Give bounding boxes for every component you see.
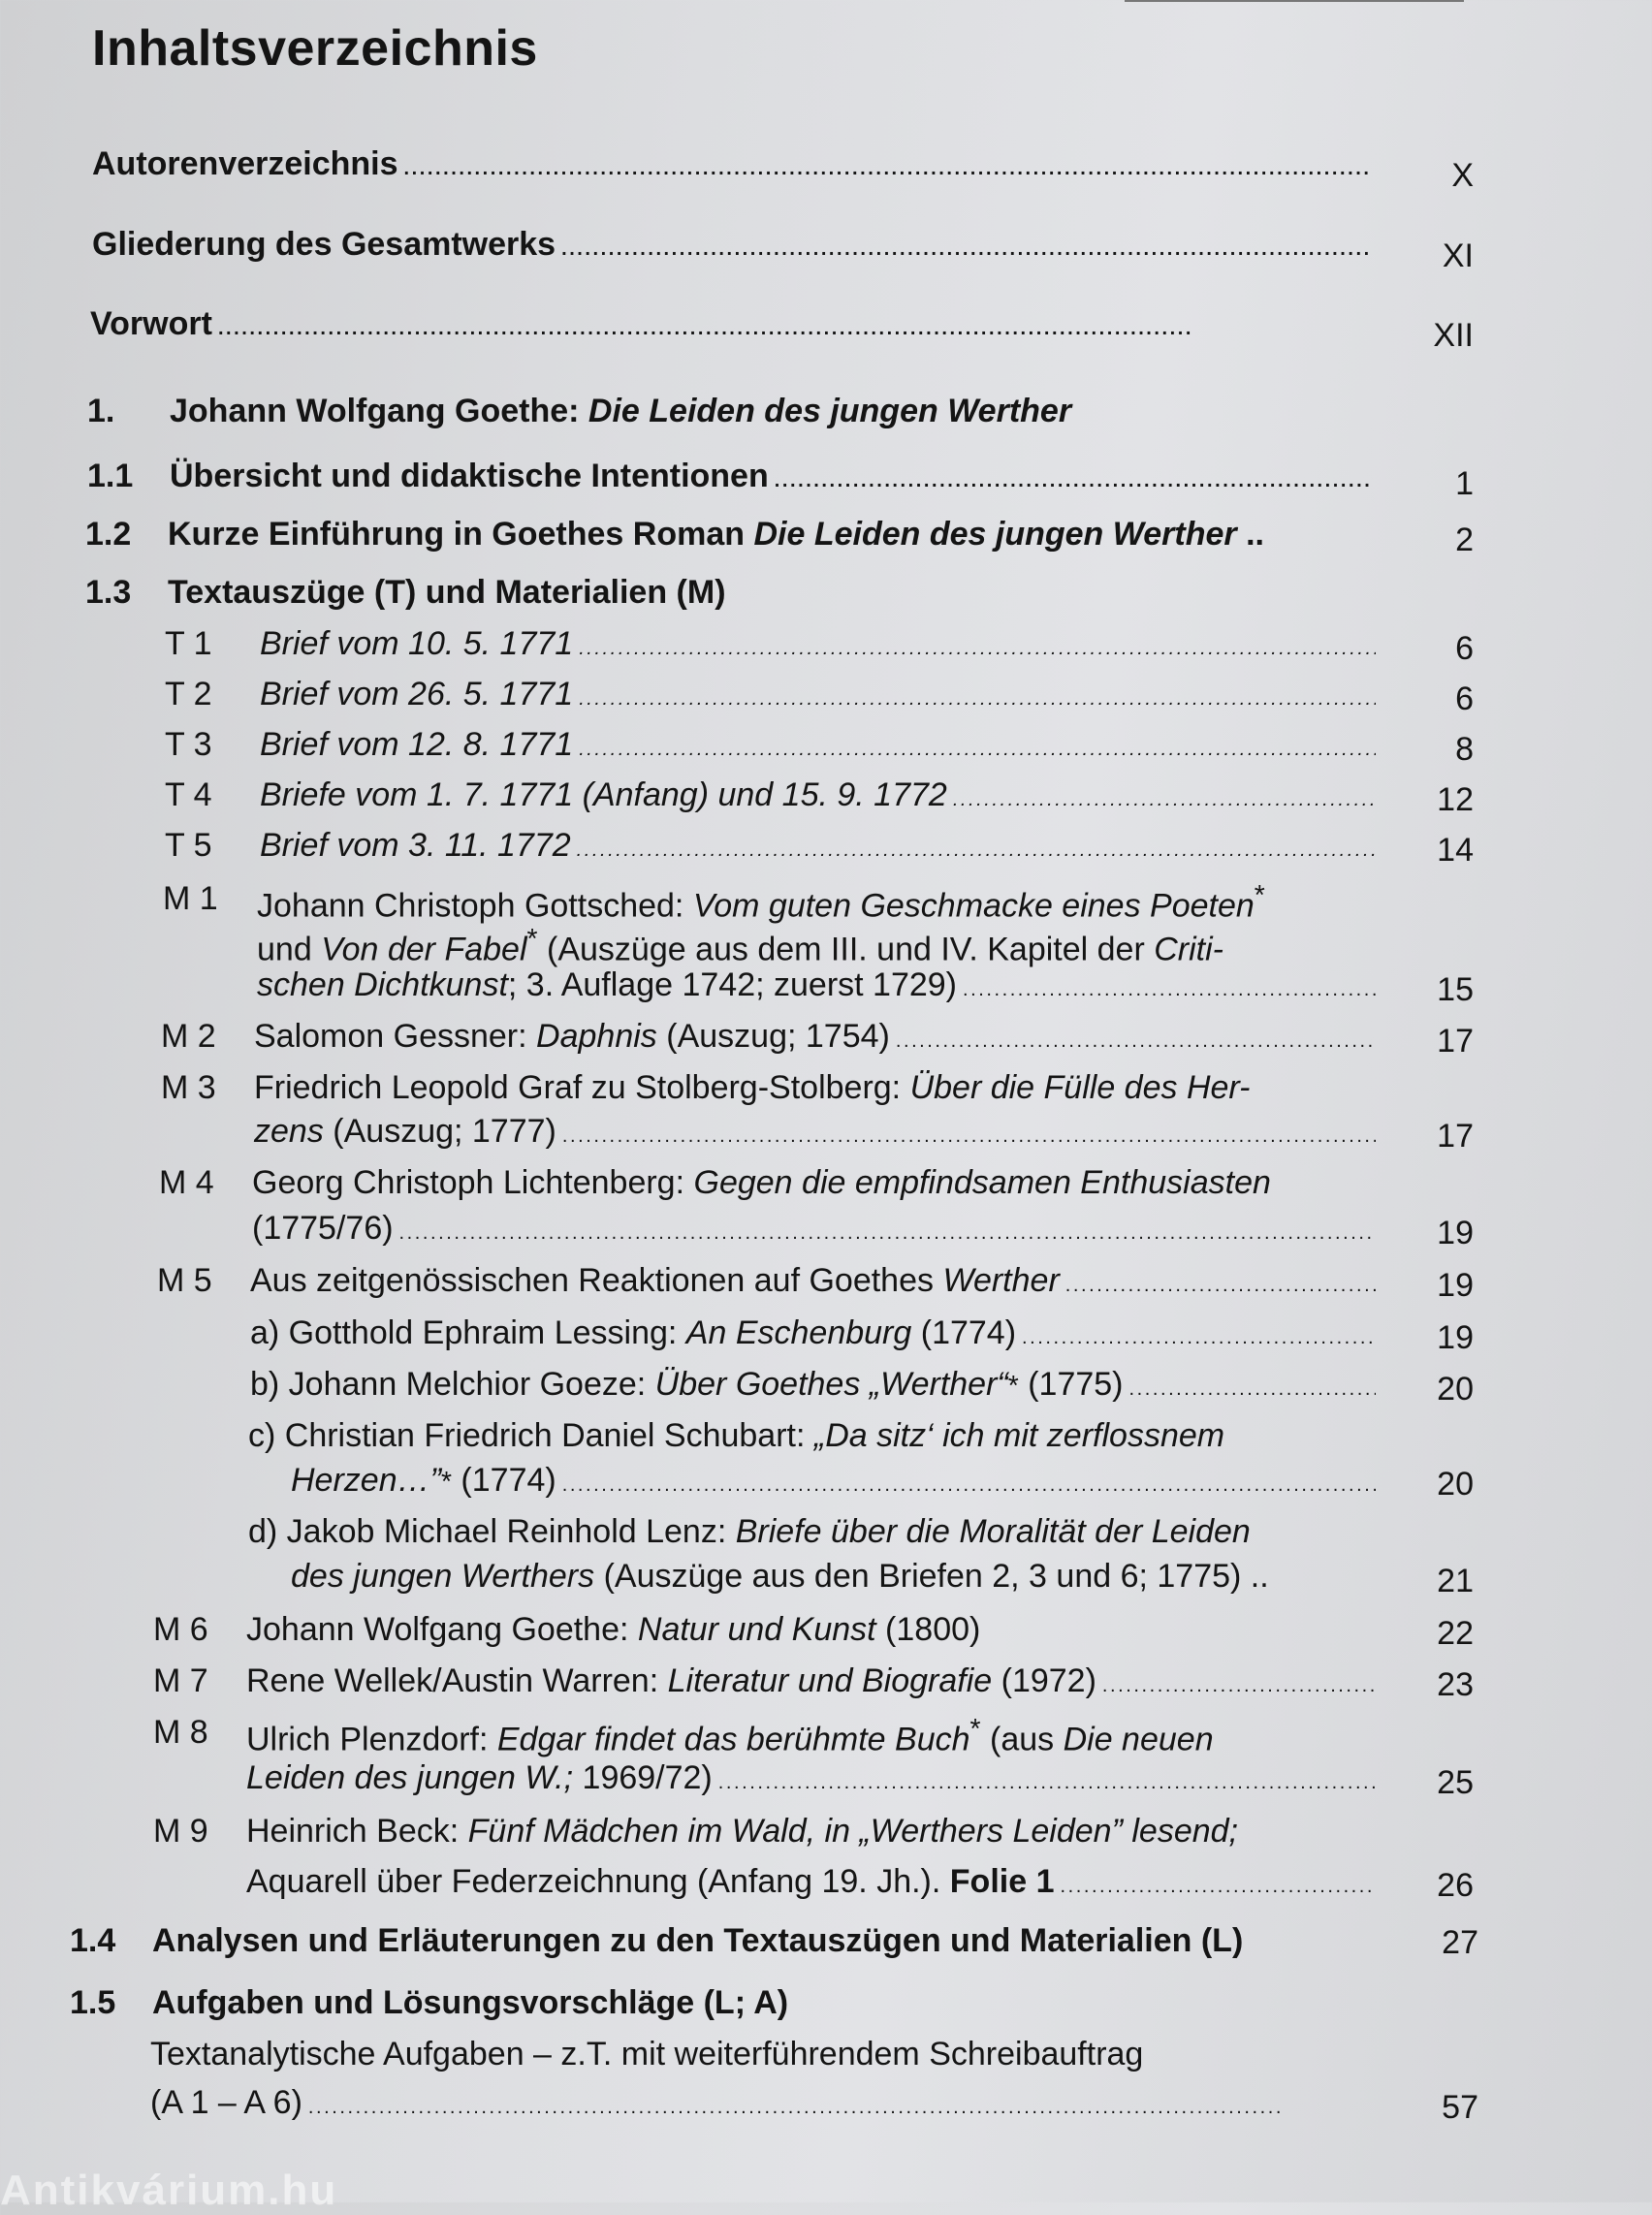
page-number: X (1451, 157, 1474, 194)
page-number: 12 (1437, 781, 1474, 818)
toc-entry: Briefe vom 1. 7. 1771 (Anfang) und 15. 9. 1772 . . . (260, 776, 1382, 814)
page-number: 15 (1437, 971, 1474, 1008)
page-number: 8 (1455, 731, 1474, 768)
section-entry: Übersicht und didaktische Intentionen . . . (170, 458, 1377, 495)
page-number: 57 (1442, 2089, 1478, 2126)
item-code: M 4 (159, 1164, 214, 1201)
item-code: M 5 (157, 1262, 212, 1299)
item-code: T 3 (165, 726, 212, 763)
chapter-title: Johann Wolfgang Goethe: Die Leiden des jungen Werther (170, 393, 1072, 429)
section-entry: Aufgaben und Lösungsvorschläge (L; A) (152, 1984, 789, 2021)
item-code: M 3 (161, 1069, 216, 1106)
section-entry: Analysen und Erläuterungen zu den Textauszügen und Materialien (L) (152, 1922, 1244, 1959)
toc-entry-line: und Von der Fabel* (Auszüge aus dem III. und IV. Kapitel der Criti- (257, 924, 1223, 968)
toc-subentry: a) Gotthold Ephraim Lessing: An Eschenburg (1774) . . . (250, 1314, 1382, 1352)
toc-entry-line: (A 1 – A 6) . . . (150, 2084, 1386, 2122)
item-code: T 4 (165, 776, 212, 813)
toc-entry: Rene Wellek/Austin Warren: Literatur und Biografie (1972) . . . (246, 1662, 1382, 1700)
page-number: XI (1442, 237, 1474, 274)
section-number: 1.4 (70, 1922, 116, 1959)
toc-subentry-line: Herzen…” * (1774) . . . (291, 1462, 1382, 1500)
section-number: 1.3 (85, 574, 132, 611)
item-code: T 2 (165, 676, 212, 712)
toc-entry-line: schen Dichtkunst ; 3. Auflage 1742; zuerst 1729) . . . (257, 966, 1382, 1004)
page-number: 26 (1437, 1867, 1474, 1904)
page-number: 19 (1437, 1267, 1474, 1304)
item-code: T 5 (165, 827, 212, 864)
page-number: XII (1433, 317, 1474, 354)
toc-entry-line: Aquarell über Federzeichnung (Anfang 19. Jh.). Folie 1 . . . (246, 1863, 1382, 1901)
toc-entry-line: Ulrich Plenzdorf: Edgar findet das berühmte Buch* (aus Die neuen (246, 1714, 1214, 1758)
watermark: Antikvárium.hu (0, 2167, 338, 2214)
section-entry: Kurze Einführung in Goethes Roman Die Leiden des jungen Werther .. (168, 516, 1264, 553)
top-rule (1125, 0, 1464, 2)
page-number: 17 (1437, 1023, 1474, 1060)
toc-entry: Aus zeitgenössischen Reaktionen auf Goethes Werther . . . (250, 1262, 1382, 1300)
item-code: M 7 (153, 1662, 208, 1699)
item-code: M 2 (161, 1018, 216, 1055)
item-code: M 6 (153, 1611, 208, 1648)
toc-entry: Brief vom 26. 5. 1771 . . . (260, 676, 1382, 713)
page-number: 14 (1437, 832, 1474, 869)
toc-subentry-line: des jungen Werthers (Auszüge aus den Briefen 2, 3 und 6; 1775) .. (291, 1558, 1269, 1595)
item-code: M 1 (163, 880, 218, 917)
section-number: 1.5 (70, 1984, 116, 2021)
chapter-number: 1. (87, 393, 115, 429)
page-number: 19 (1437, 1319, 1474, 1356)
page-number: 20 (1437, 1371, 1474, 1408)
toc-entry-line: Friedrich Leopold Graf zu Stolberg-Stolberg: Über die Fülle des Her- (254, 1069, 1251, 1106)
toc-entry-line: Johann Christoph Gottsched: Vom guten Geschmacke eines Poeten* (257, 880, 1265, 925)
page-number: 27 (1442, 1924, 1478, 1961)
toc-entry-line: Heinrich Beck: Fünf Mädchen im Wald, in „Werthers Leiden” lesend; (246, 1813, 1238, 1850)
toc-entry-line: Georg Christoph Lichtenberg: Gegen die empfindsamen Enthusiasten (252, 1164, 1271, 1201)
page-number: 1 (1455, 465, 1474, 502)
toc-entry-line: Leiden des jungen W.; 1969/72) . . . (246, 1759, 1382, 1797)
toc-subentry-line: d) Jakob Michael Reinhold Lenz: Briefe über die Moralität der Leiden (248, 1513, 1251, 1550)
toc-entry: Salomon Gessner: Daphnis (Auszug; 1754) . . . (254, 1018, 1382, 1056)
page-number: 20 (1437, 1466, 1474, 1503)
page-number: 21 (1437, 1563, 1474, 1599)
toc-entry-vorwort: Vorwort . . . (90, 305, 1377, 343)
section-entry: Textauszüge (T) und Materialien (M) (168, 574, 726, 611)
toc-subentry: b) Johann Melchior Goeze: Über Goethes „Werther“ * (1775) . . . (250, 1366, 1382, 1404)
toc-entry-line: (1775/76) . . . (252, 1210, 1382, 1248)
page-number: 22 (1437, 1615, 1474, 1652)
toc-entry-line: Textanalytische Aufgaben – z.T. mit weiterführendem Schreibauftrag (150, 2036, 1144, 2073)
toc-entry: Brief vom 3. 11. 1772 . . . (260, 827, 1382, 865)
toc-entry: Brief vom 12. 8. 1771 . . . (260, 726, 1382, 764)
toc-entry-line: zens (Auszug; 1777) . . . (254, 1113, 1382, 1151)
item-code: M 9 (153, 1813, 208, 1850)
page-number: 6 (1455, 630, 1474, 667)
page-number: 19 (1437, 1215, 1474, 1251)
item-code: T 1 (165, 625, 212, 662)
section-number: 1.2 (85, 516, 132, 553)
page-title: Inhaltsverzeichnis (92, 20, 538, 77)
page-number: 25 (1437, 1764, 1474, 1801)
toc-entry: Johann Wolfgang Goethe: Natur und Kunst (1800) (246, 1611, 981, 1648)
toc-entry: Brief vom 10. 5. 1771 . . . (260, 625, 1382, 663)
page-number: 2 (1455, 522, 1474, 558)
section-number: 1.1 (87, 458, 134, 494)
item-code: M 8 (153, 1714, 208, 1751)
page-number: 23 (1437, 1666, 1474, 1703)
toc-subentry-line: c) Christian Friedrich Daniel Schubart: „Da sitz‘ ich mit zerflossnem (248, 1417, 1225, 1454)
page-number: 17 (1437, 1118, 1474, 1155)
toc-entry-autorenverzeichnis: Autorenverzeichnis . . . (92, 145, 1377, 183)
page-number: 6 (1455, 680, 1474, 717)
toc-entry-gliederung: Gliederung des Gesamtwerks . . . (92, 226, 1377, 264)
